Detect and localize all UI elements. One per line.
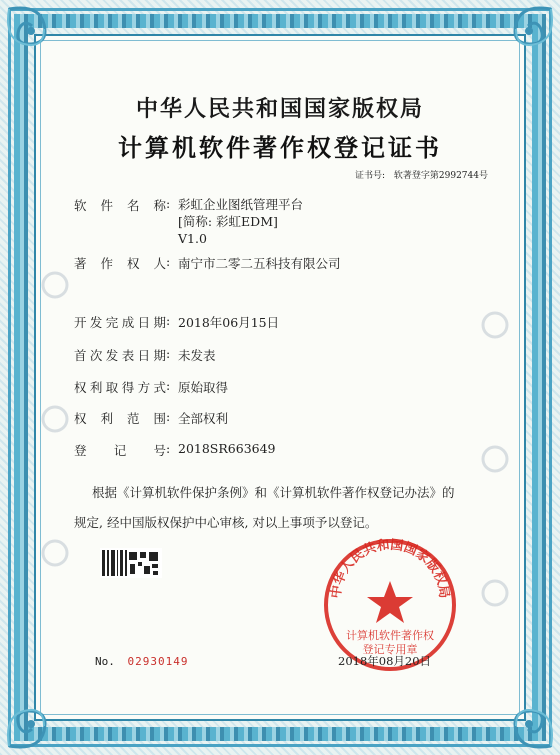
certificate-number-value: 软著登字第2992744号 bbox=[393, 171, 488, 181]
field-value: 未发表 bbox=[178, 348, 216, 363]
statement-line-2: 规定, 经中国版权保护中心审核, 对以上事项予以登记。 bbox=[74, 515, 378, 530]
field-label: 权利取得方式 bbox=[74, 380, 166, 395]
software-short-name: [简称: 彩虹EDM] bbox=[178, 214, 278, 229]
statement bbox=[74, 478, 494, 538]
corner-ornament-icon bbox=[4, 681, 74, 751]
watermark-logo-icon bbox=[40, 270, 70, 300]
field-value: 2018年06月15日 bbox=[178, 315, 280, 330]
corner-ornament-icon bbox=[486, 4, 556, 74]
field-value: 原始取得 bbox=[178, 380, 229, 395]
watermark-logo-icon bbox=[480, 444, 510, 474]
field-label: 登记号 bbox=[74, 443, 166, 458]
field-registration-number: 登记号 : 2018SR663649 bbox=[74, 441, 276, 458]
field-value: 全部权利 bbox=[178, 411, 229, 426]
field-development-date: 开发完成日期 : 2018年06月15日 bbox=[74, 313, 280, 330]
serial-number-label: No. bbox=[95, 655, 115, 668]
issuer-heading: 中华人民共和国国家版权局 bbox=[135, 96, 424, 122]
field-value: 南宁市二零二五科技有限公司 bbox=[178, 256, 341, 271]
field-label: 权利范围 bbox=[74, 411, 166, 426]
field-copyright-owner: 著作权人 : 南宁市二零二五科技有限公司 bbox=[74, 254, 341, 271]
svg-text:中华人民共和国国家版权局: 中华人民共和国国家版权局 bbox=[328, 537, 452, 600]
field-label: 著作权人 bbox=[74, 256, 166, 271]
watermark-logo-icon bbox=[480, 310, 510, 340]
field-label: 首次发表日期 bbox=[74, 348, 166, 363]
svg-text:登记专用章: 登记专用章 bbox=[362, 643, 418, 656]
field-value: 2018SR663649 bbox=[178, 441, 276, 456]
field-first-publication: 首次发表日期 : 未发表 bbox=[74, 346, 216, 363]
certificate-number-label: 证书号: bbox=[354, 171, 386, 181]
field-rights-scope: 权利范围 : 全部权利 bbox=[74, 409, 229, 426]
statement-line-1: 根据《计算机软件保护条例》和《计算机软件著作权登记办法》的 bbox=[92, 485, 455, 500]
issue-date: 2018年08月20日 bbox=[338, 654, 432, 668]
watermark-logo-icon bbox=[480, 578, 510, 608]
barcode-icon bbox=[100, 548, 162, 578]
software-name: 彩虹企业图纸管理平台 bbox=[178, 197, 304, 212]
certificate-number bbox=[355, 168, 488, 181]
serial-number bbox=[95, 655, 188, 668]
watermark-logo-icon bbox=[40, 404, 70, 434]
certificate-title: 计算机软件著作权登记证书 bbox=[118, 133, 442, 162]
watermark-logo-icon bbox=[40, 538, 70, 568]
field-value bbox=[178, 196, 303, 247]
field-label: 软件名称 bbox=[74, 198, 166, 213]
field-software-name: 软件名称 : 彩虹企业图纸管理平台 [简称: 彩虹EDM] V1.0 bbox=[74, 196, 304, 246]
serial-number-value: 02930149 bbox=[127, 655, 189, 668]
svg-text:计算机软件著作权: 计算机软件著作权 bbox=[346, 629, 434, 642]
field-acquisition-method: 权利取得方式 : 原始取得 bbox=[74, 378, 229, 395]
corner-ornament-icon bbox=[4, 4, 74, 74]
field-label: 开发完成日期 bbox=[74, 315, 166, 330]
software-version: V1.0 bbox=[178, 231, 207, 246]
